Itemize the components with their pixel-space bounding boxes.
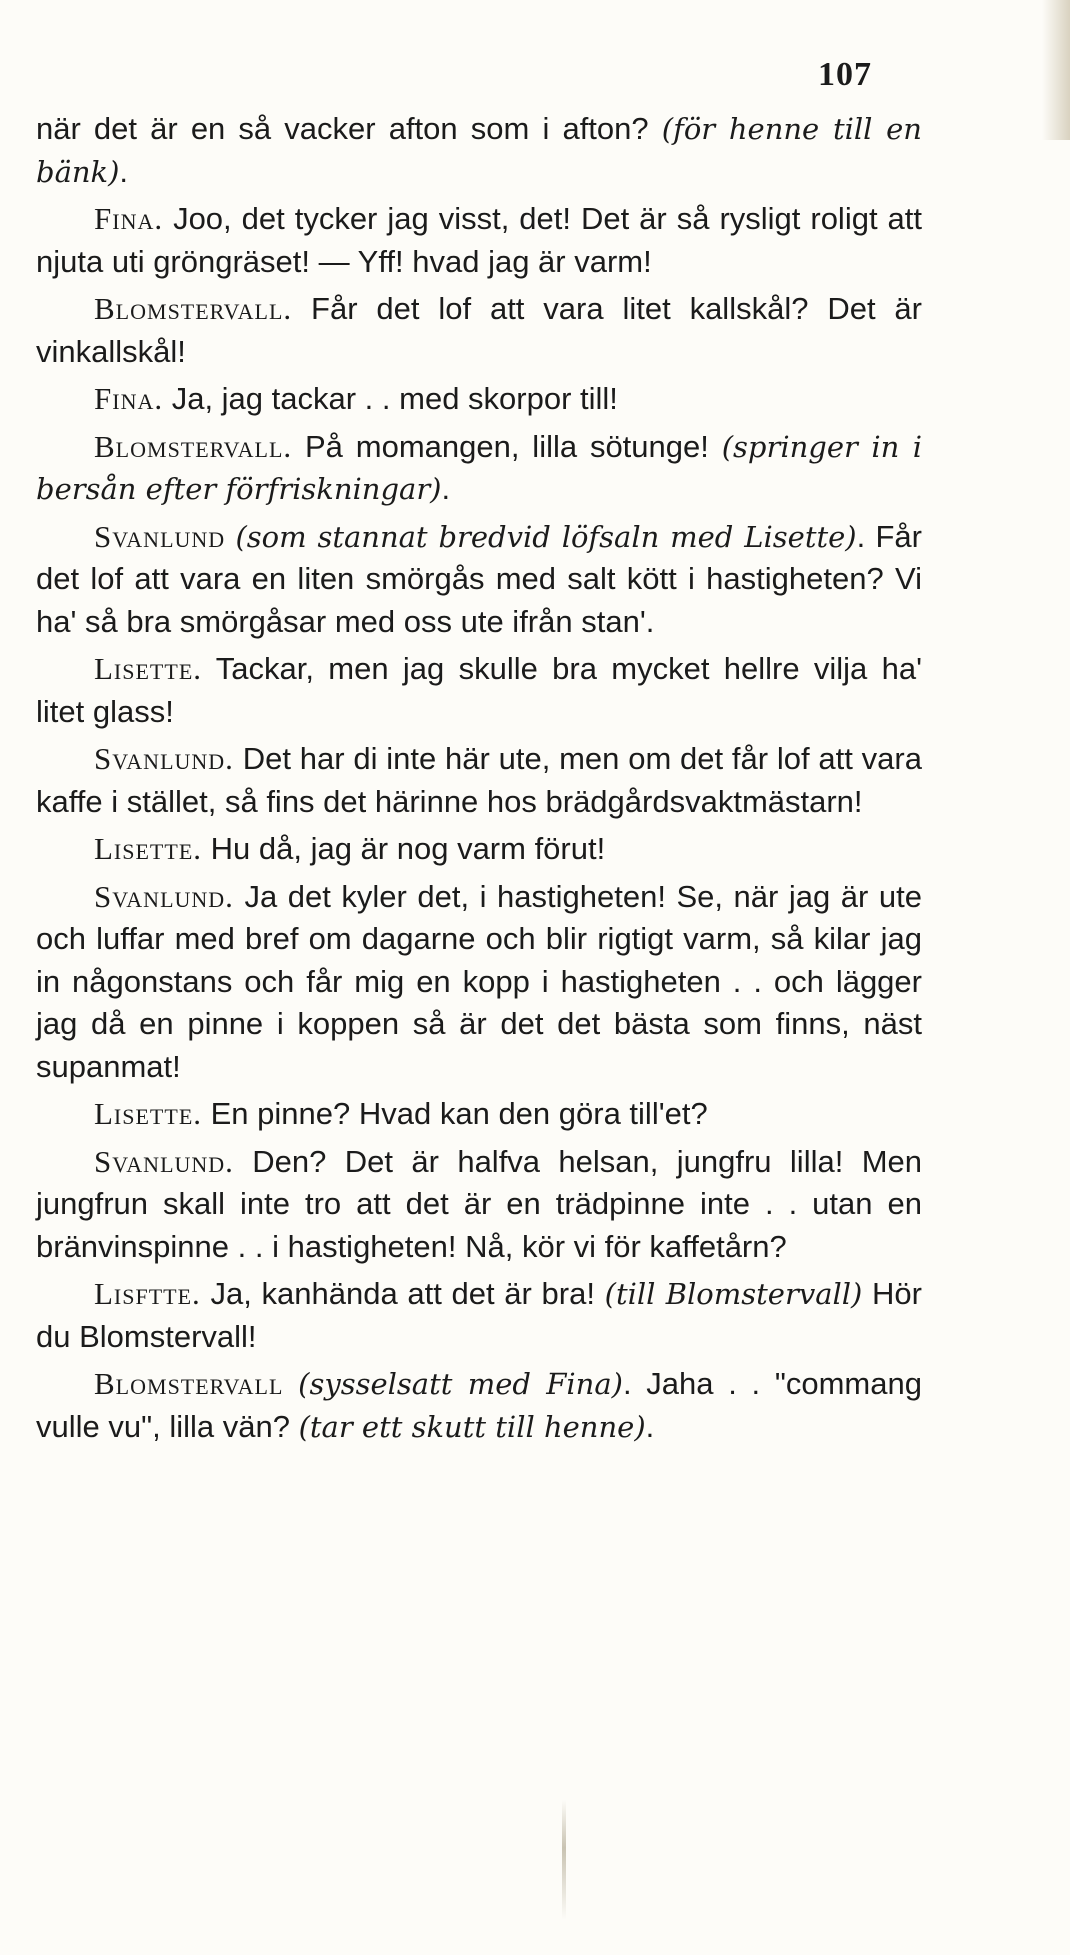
text-segment: På momangen, lilla sötunge! [292, 428, 722, 464]
text-segment: Får det lof att vara litet kallskål? Det är vinkallskål! [36, 291, 922, 369]
stage-direction: (som stannat bredvid löfsaln med Lisette) [235, 519, 857, 554]
paragraph-p10 [36, 876, 922, 1089]
paragraph-p5 [36, 426, 922, 511]
speaker-name: Lisette. [94, 831, 203, 866]
text-segment: . Jaha . . "commang vulle vu", lilla vän? [36, 1366, 922, 1444]
paragraph-p4 [36, 378, 922, 421]
speaker-name: Lisette. [94, 1096, 203, 1131]
gutter-mark [562, 1800, 566, 1920]
stage-direction: (springer in i bersån efter förfriskningar) [36, 429, 923, 506]
text-segment: . [119, 153, 129, 189]
speaker-name: Fina. [94, 201, 164, 236]
paragraph-p7 [36, 648, 922, 733]
page-number: 107 [818, 56, 872, 93]
paragraph-p6 [36, 516, 922, 644]
text-segment: . [441, 471, 451, 506]
paragraph-p3 [36, 288, 922, 373]
paragraph-p14 [36, 1363, 922, 1448]
paragraph-p1 [36, 108, 922, 193]
text-segment: när det är en så vacker afton som i afton? [36, 111, 662, 146]
paragraph-p2 [36, 198, 922, 283]
paragraph-p12 [36, 1141, 922, 1269]
text-segment: En pinne? Hvad kan den göra till'et? [202, 1096, 708, 1131]
text-segment: . Får det lof att vara en liten smörgås med salt kött i hastigheten? Vi ha' så bra smörgåsar med oss ute ifrån stan'. [36, 518, 922, 639]
page-edge-shadow [1042, 0, 1070, 140]
stage-direction: (tar ett skutt till henne) [298, 1409, 646, 1444]
speaker-name: Svanlund. [94, 1143, 234, 1179]
stage-direction: (till Blomstervall) [604, 1277, 863, 1311]
paragraph-p8 [36, 738, 922, 823]
speaker-name: Blomstervall [94, 1366, 284, 1401]
speaker-name: Lisette. [94, 651, 203, 686]
speaker-name: Lisftte. [94, 1276, 201, 1311]
speaker-name: Svanlund. [94, 741, 234, 776]
text-segment: Hör du Blomstervall! [36, 1276, 922, 1354]
paragraph-p9 [36, 828, 922, 871]
stage-direction: (för henne till en bänk) [36, 112, 922, 189]
text-segment: Ja, jag tackar . . med skorpor till! [163, 381, 618, 416]
speaker-name: Svanlund [94, 518, 226, 554]
speaker-name: Svanlund. [94, 878, 234, 914]
speaker-name: Blomstervall. [94, 291, 293, 326]
paragraph-p11 [36, 1093, 922, 1136]
text-segment [283, 1366, 298, 1401]
text-segment: Det har di inte här ute, men om det får lof att vara kaffe i stället, så fins det härinne hos brädgårdsvaktmästarn! [36, 741, 922, 819]
text-segment [225, 519, 235, 554]
text-segment: Ja, kanhända att det är bra! [200, 1276, 605, 1311]
text-segment: Ja det kyler det, i hastigheten! Se, när jag är ute och luffar med bref om dagarne och blir rigtigt varm, så kilar jag in någonstans och får mig en kopp i hastigheten . . och lägger jag då en pinne i koppen så är det det bästa som finns, näst supanmat! [36, 878, 922, 1084]
stage-direction: (sysselsatt med Fina) [298, 1367, 623, 1401]
speaker-name: Fina. [94, 381, 164, 416]
play-text [36, 108, 922, 1453]
text-segment: Den? Det är halfva helsan, jungfru lilla! Men jungfrun skall inte tro att det är en trädpinne inte . . utan en bränvinspinne . . i hastigheten! Nå, kör vi för kaffetårn? [36, 1143, 922, 1264]
paragraph-p13 [36, 1273, 922, 1358]
text-segment: Joo, det tycker jag visst, det! Det är så rysligt roligt att njuta uti gröngräset! — Yff! hvad jag är varm! [36, 201, 922, 279]
text-segment: . [645, 1408, 655, 1444]
text-segment: Hu då, jag är nog varm förut! [202, 831, 606, 866]
text-segment: Tackar, men jag skulle bra mycket hellre vilja ha' litet glass! [36, 651, 922, 729]
speaker-name: Blomstervall. [94, 428, 293, 464]
